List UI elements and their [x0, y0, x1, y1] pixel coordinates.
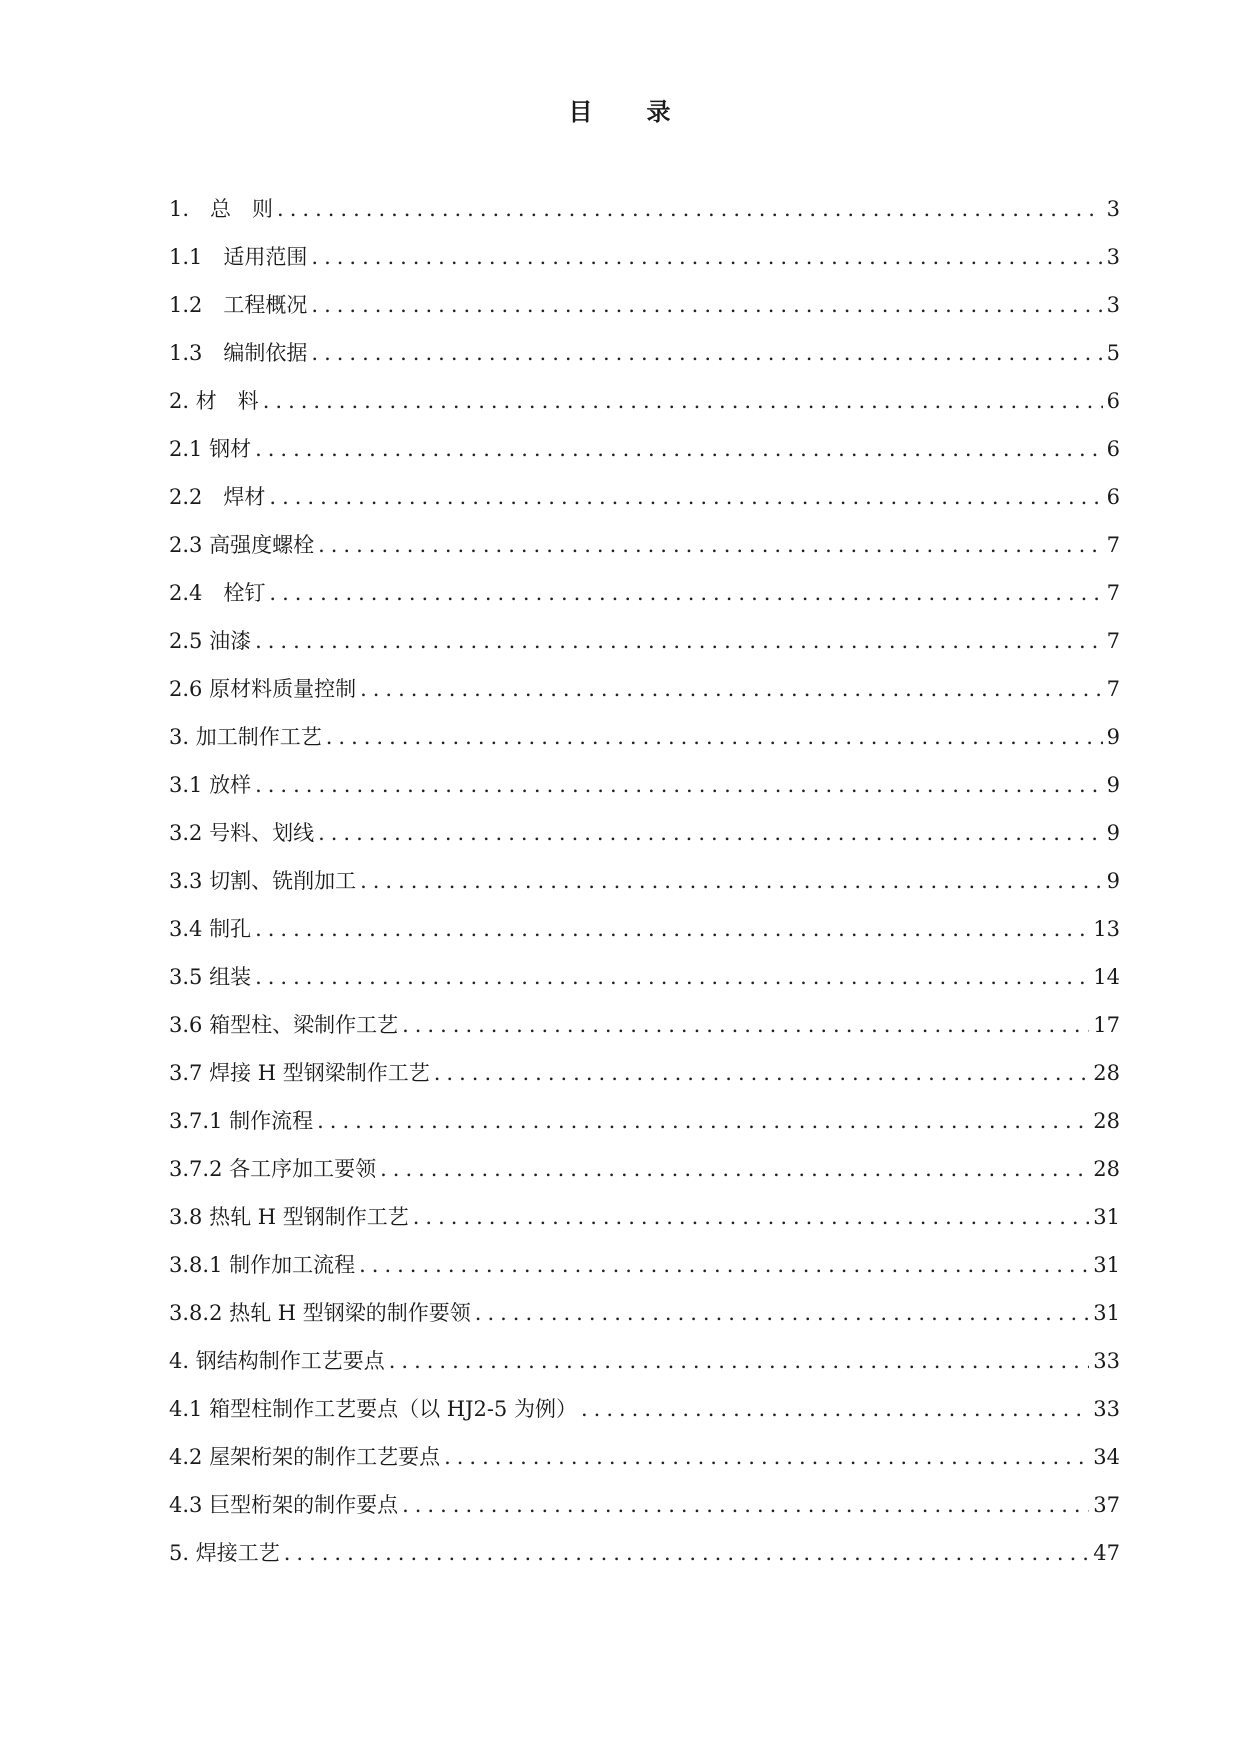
toc-leader [475, 1289, 1089, 1337]
toc-label: 3.7.2 各工序加工要领 [169, 1157, 377, 1181]
toc-entry[interactable] [169, 1001, 1120, 1049]
toc-label: 4.3 巨型桁架的制作要点 [169, 1493, 399, 1517]
toc-entry[interactable] [169, 233, 1120, 281]
toc-entry[interactable] [169, 425, 1120, 473]
toc-leader [444, 1433, 1089, 1481]
toc-page-number: 7 [1106, 533, 1120, 557]
toc-label: 5. 焊接工艺 [169, 1541, 280, 1565]
toc-leader [269, 473, 1102, 521]
toc-label: 3.2 号料、划线 [169, 821, 315, 845]
toc-leader [311, 281, 1102, 329]
toc-entry[interactable] [169, 185, 1120, 233]
toc-label: 2.1 钢材 [169, 437, 252, 461]
toc-page-number: 37 [1093, 1493, 1120, 1517]
toc-page-number: 47 [1093, 1541, 1120, 1565]
toc-leader [318, 809, 1103, 857]
toc-leader [277, 185, 1103, 233]
toc-label: 1. 总 则 [169, 197, 274, 221]
toc-entry[interactable] [169, 377, 1120, 425]
toc-entry[interactable] [169, 617, 1120, 665]
toc-page-number: 3 [1106, 293, 1120, 317]
toc-leader [326, 713, 1103, 761]
toc-page-number: 31 [1093, 1205, 1120, 1229]
toc-label: 4. 钢结构制作工艺要点 [169, 1349, 385, 1373]
toc-entry[interactable] [169, 953, 1120, 1001]
toc-entry[interactable] [169, 1385, 1120, 1433]
toc-page-number: 3 [1106, 197, 1120, 221]
toc-entry[interactable] [169, 1193, 1120, 1241]
toc-page-number: 3 [1106, 245, 1120, 269]
toc-leader [269, 569, 1102, 617]
toc-label: 1.3 编制依据 [169, 341, 308, 365]
toc-entry[interactable] [169, 329, 1120, 377]
toc-leader [389, 1337, 1090, 1385]
toc-entry[interactable] [169, 473, 1120, 521]
toc-entry[interactable] [169, 1145, 1120, 1193]
toc-entry[interactable] [169, 281, 1120, 329]
toc-label: 3.4 制孔 [169, 917, 252, 941]
toc-page-number: 7 [1106, 581, 1120, 605]
toc-leader [402, 1001, 1089, 1049]
toc-entry[interactable] [169, 713, 1120, 761]
toc-page-number: 6 [1106, 485, 1120, 509]
toc-page-number: 5 [1106, 341, 1120, 365]
toc-entry[interactable] [169, 905, 1120, 953]
toc-page-number: 9 [1106, 869, 1120, 893]
toc-label: 1.1 适用范围 [169, 245, 308, 269]
toc-page-number: 9 [1106, 821, 1120, 845]
table-of-contents [169, 185, 1120, 1577]
toc-entry[interactable] [169, 1481, 1120, 1529]
toc-leader [402, 1481, 1089, 1529]
toc-leader [311, 233, 1102, 281]
toc-label: 4.2 屋架桁架的制作工艺要点 [169, 1445, 441, 1469]
toc-leader [263, 377, 1103, 425]
toc-entry[interactable] [169, 1529, 1120, 1577]
toc-label: 3.5 组装 [169, 965, 252, 989]
toc-label: 3.8.2 热轧 H 型钢梁的制作要领 [169, 1301, 471, 1325]
toc-label: 2.2 焊材 [169, 485, 266, 509]
toc-leader [255, 761, 1103, 809]
toc-page-number: 17 [1093, 1013, 1120, 1037]
toc-leader [413, 1193, 1090, 1241]
toc-entry[interactable] [169, 809, 1120, 857]
toc-page-number: 31 [1093, 1253, 1120, 1277]
toc-leader [380, 1145, 1089, 1193]
toc-page-number: 28 [1093, 1109, 1120, 1133]
toc-leader [317, 1097, 1089, 1145]
toc-leader [434, 1049, 1090, 1097]
toc-label: 3.3 切割、铣削加工 [169, 869, 357, 893]
toc-label: 4.1 箱型柱制作工艺要点（以 HJ2-5 为例） [169, 1397, 577, 1421]
toc-entry[interactable] [169, 857, 1120, 905]
toc-entry[interactable] [169, 1097, 1120, 1145]
toc-label: 3.7 焊接 H 型钢梁制作工艺 [169, 1061, 430, 1085]
toc-leader [360, 857, 1103, 905]
toc-page-number: 28 [1093, 1157, 1120, 1181]
toc-page-number: 13 [1093, 917, 1120, 941]
toc-entry[interactable] [169, 665, 1120, 713]
toc-page-number: 9 [1106, 773, 1120, 797]
toc-label: 2.4 栓钉 [169, 581, 266, 605]
toc-page-number: 9 [1106, 725, 1120, 749]
toc-entry[interactable] [169, 1049, 1120, 1097]
toc-entry[interactable] [169, 1241, 1120, 1289]
toc-leader [318, 521, 1103, 569]
toc-page-number: 6 [1106, 389, 1120, 413]
toc-leader [255, 905, 1089, 953]
toc-label: 3.1 放样 [169, 773, 252, 797]
toc-leader [311, 329, 1102, 377]
toc-leader [255, 617, 1103, 665]
toc-entry[interactable] [169, 1433, 1120, 1481]
toc-leader [360, 665, 1103, 713]
toc-label: 2.6 原材料质量控制 [169, 677, 357, 701]
toc-entry[interactable] [169, 1289, 1120, 1337]
toc-label: 3.8 热轧 H 型钢制作工艺 [169, 1205, 409, 1229]
toc-label: 1.2 工程概况 [169, 293, 308, 317]
toc-label: 3. 加工制作工艺 [169, 725, 322, 749]
toc-label: 2.5 油漆 [169, 629, 252, 653]
toc-page-number: 7 [1106, 677, 1120, 701]
toc-entry[interactable] [169, 1337, 1120, 1385]
page-title: 目 录 [568, 97, 673, 126]
toc-page-number: 14 [1093, 965, 1120, 989]
toc-page-number: 31 [1093, 1301, 1120, 1325]
toc-leader [255, 953, 1089, 1001]
toc-label: 2.3 高强度螺栓 [169, 533, 315, 557]
toc-entry[interactable] [169, 761, 1120, 809]
toc-label: 2. 材 料 [169, 389, 259, 413]
toc-entry[interactable] [169, 569, 1120, 617]
toc-page-number: 33 [1093, 1349, 1120, 1373]
toc-leader [581, 1385, 1089, 1433]
toc-leader [359, 1241, 1089, 1289]
toc-label: 3.7.1 制作流程 [169, 1109, 314, 1133]
toc-page-number: 6 [1106, 437, 1120, 461]
toc-label: 3.8.1 制作加工流程 [169, 1253, 356, 1277]
toc-page-number: 34 [1093, 1445, 1120, 1469]
toc-page-number: 7 [1106, 629, 1120, 653]
toc-entry[interactable] [169, 521, 1120, 569]
toc-label: 3.6 箱型柱、梁制作工艺 [169, 1013, 399, 1037]
toc-leader [284, 1529, 1090, 1577]
toc-page-number: 33 [1093, 1397, 1120, 1421]
toc-leader [255, 425, 1103, 473]
toc-page-number: 28 [1093, 1061, 1120, 1085]
